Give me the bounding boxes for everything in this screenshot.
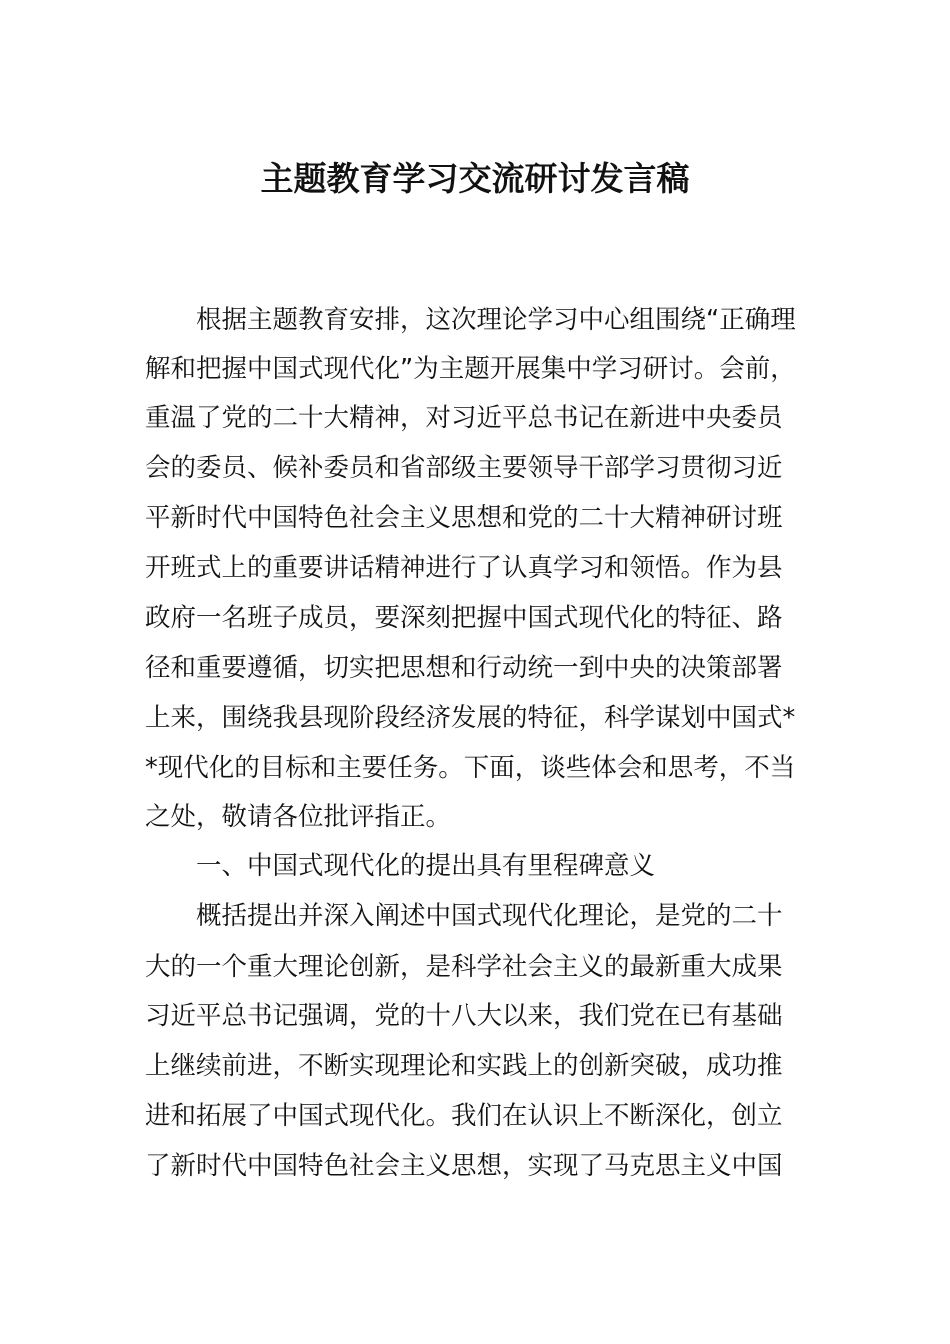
paragraph-line: 平新时代中国特色社会主义思想和党的二十大精神研讨班: [145, 503, 783, 533]
paragraph-line: 径和重要遵循，切实把思想和行动统一到中央的决策部署: [145, 653, 783, 683]
document-title: 主题教育学习交流研讨发言稿: [260, 159, 690, 198]
paragraph-line: 了新时代中国特色社会主义思想，实现了马克思主义中国: [145, 1151, 783, 1181]
paragraph-line: 重温了党的二十大精神，对习近平总书记在新进中央委员: [145, 403, 783, 433]
paragraph-line: 会的委员、候补委员和省部级主要领导干部学习贯彻习近: [145, 453, 783, 483]
paragraph-line: *现代化的目标和主要任务。下面，谈些体会和思考，不当: [145, 753, 796, 783]
paragraph-line: 进和拓展了中国式现代化。我们在认识上不断深化，创立: [145, 1101, 783, 1131]
paragraph-line: 开班式上的重要讲话精神进行了认真学习和领悟。作为县: [145, 553, 783, 583]
paragraph-line: 习近平总书记强调，党的十八大以来，我们党在已有基础: [145, 1001, 783, 1031]
paragraph-line: 政府一名班子成员，要深刻把握中国式现代化的特征、路: [145, 603, 783, 633]
paragraph-line: 根据主题教育安排，这次理论学习中心组围绕“正确理: [196, 305, 796, 335]
paragraph-line: 上继续前进，不断实现理论和实践上的创新突破，成功推: [145, 1051, 783, 1081]
paragraph-line: 概括提出并深入阐述中国式现代化理论，是党的二十: [196, 901, 783, 931]
paragraph-line: 解和把握中国式现代化”为主题开展集中学习研讨。会前，: [145, 354, 796, 384]
paragraph-line: 之处，敬请各位批评指正。: [145, 802, 452, 832]
paragraph-line: 大的一个重大理论创新，是科学社会主义的最新重大成果: [145, 952, 783, 982]
paragraph-line: 上来，围绕我县现阶段经济发展的特征，科学谋划中国式*: [145, 703, 796, 733]
section-heading: 一、中国式现代化的提出具有里程碑意义: [196, 851, 656, 881]
